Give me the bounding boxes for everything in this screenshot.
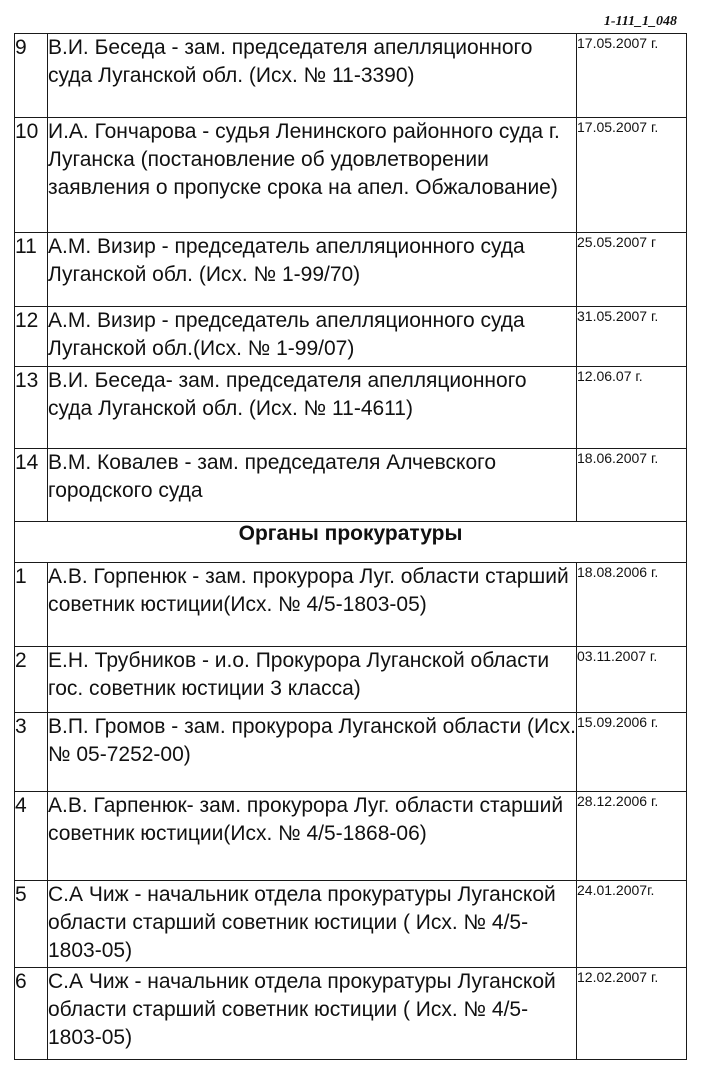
row-description: В.И. Беседа- зам. председателя апелляционного суда Луганской обл. (Исх. № 11-4611): [48, 367, 577, 449]
row-number: 5: [15, 881, 48, 968]
table-row: [15, 307, 687, 367]
row-number: 12: [15, 307, 48, 367]
row-number: 9: [15, 34, 48, 118]
row-number: 13: [15, 367, 48, 449]
row-description: С.А Чиж - начальник отдела прокуратуры Луганской области старший советник юстиции ( Исх. № 4/5-1803-05): [48, 881, 577, 968]
section-title: Органы прокуратуры: [15, 522, 687, 563]
row-description: А.М. Визир - председатель апелляционного суда Луганской обл.(Исх. № 1-99/07): [48, 307, 577, 367]
row-date: 24.01.2007г.: [577, 881, 687, 968]
row-date: 18.06.2007 г.: [577, 449, 687, 522]
row-number: 2: [15, 647, 48, 713]
records-table: [14, 33, 687, 1060]
row-description: А.В. Гарпенюк- зам. прокурора Луг. области старший советник юстиции(Исх. № 4/5-1868-06): [48, 792, 577, 881]
row-number: 6: [15, 968, 48, 1060]
row-date: 12.02.2007 г.: [577, 968, 687, 1060]
row-number: 4: [15, 792, 48, 881]
row-description: И.А. Гончарова - судья Ленинского районного суда г. Луганска (постановление об удовлетворении заявления о пропуске срока на апел. Обжалование): [48, 118, 577, 233]
table-row: [15, 968, 687, 1060]
row-description: А.М. Визир - председатель апелляционного суда Луганской обл. (Исх. № 1-99/70): [48, 233, 577, 307]
row-description: Е.Н. Трубников - и.о. Прокурора Луганской области гос. советник юстиции 3 класса): [48, 647, 577, 713]
row-description: А.В. Горпенюк - зам. прокурора Луг. области старший советник юстиции(Исх. № 4/5-1803-05): [48, 563, 577, 647]
row-description: С.А Чиж - начальник отдела прокуратуры Луганской области старший советник юстиции ( Исх. № 4/5-1803-05): [48, 968, 577, 1060]
row-date: 31.05.2007 г.: [577, 307, 687, 367]
table-row: [15, 563, 687, 647]
row-number: 11: [15, 233, 48, 307]
row-date: 03.11.2007 г.: [577, 647, 687, 713]
row-number: 14: [15, 449, 48, 522]
row-date: 17.05.2007 г.: [577, 34, 687, 118]
row-description: В.М. Ковалев - зам. председателя Алчевского городского суда: [48, 449, 577, 522]
row-date: 12.06.07 г.: [577, 367, 687, 449]
table-row: [15, 792, 687, 881]
page-code: 1-111_1_048: [603, 14, 677, 29]
row-date: 18.08.2006 г.: [577, 563, 687, 647]
table-row: [15, 233, 687, 307]
table-row: [15, 367, 687, 449]
section-header-row: [15, 522, 687, 563]
row-number: 1: [15, 563, 48, 647]
row-date: 15.09.2006 г.: [577, 713, 687, 792]
table-row: [15, 34, 687, 118]
row-description: В.П. Громов - зам. прокурора Луганской области (Исх. № 05-7252-00): [48, 713, 577, 792]
row-date: 25.05.2007 г: [577, 233, 687, 307]
table-row: [15, 118, 687, 233]
row-date: 17.05.2007 г.: [577, 118, 687, 233]
row-number: 10: [15, 118, 48, 233]
table-row: [15, 881, 687, 968]
table-row: [15, 713, 687, 792]
table-row: [15, 449, 687, 522]
row-number: 3: [15, 713, 48, 792]
row-date: 28.12.2006 г.: [577, 792, 687, 881]
row-description: В.И. Беседа - зам. председателя апелляционного суда Луганской обл. (Исх. № 11-3390): [48, 34, 577, 118]
table-row: [15, 647, 687, 713]
